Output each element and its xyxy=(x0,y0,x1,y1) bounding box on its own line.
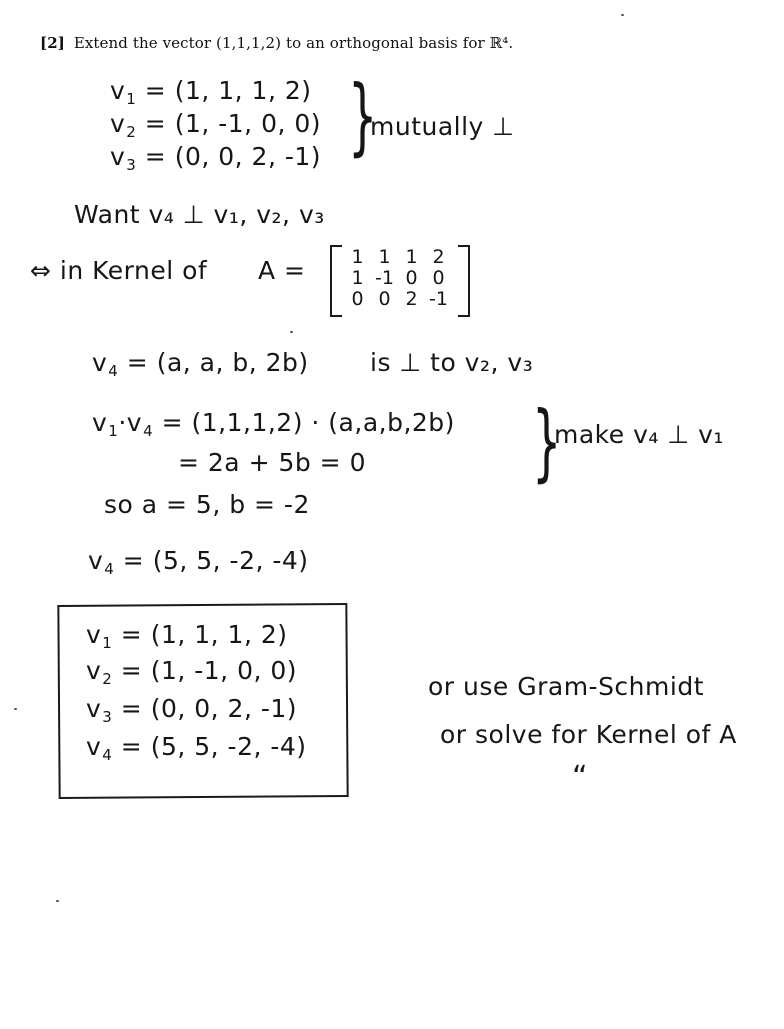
matrix-cell: 0 xyxy=(351,288,364,310)
brace-make: } xyxy=(532,393,562,491)
matrix-cell: 2 xyxy=(432,246,445,268)
problem-number: [2] xyxy=(40,34,65,52)
dot-result: = 2a + 5b = 0 xyxy=(178,448,366,477)
scan-speck xyxy=(14,708,17,710)
matrix-row xyxy=(344,268,452,289)
matrix-row xyxy=(344,247,452,268)
matrix-row xyxy=(344,289,452,310)
dot-line: $v_1\cdot v_4 = (1,1,1,2) \cdot (a,a,b,2b)$ xyxy=(92,408,455,440)
matrix-cell: 0 xyxy=(378,288,391,310)
answer-v1: $v_1 = (1$, 1, 1, 2) xyxy=(86,620,288,652)
matrix-right-bracket xyxy=(458,245,470,317)
matrix-cell: 1 xyxy=(378,246,391,268)
matrix-label: A = xyxy=(258,256,306,285)
mutually-note: mutually ⊥ xyxy=(370,112,515,141)
note-solve-kernel: or solve for Kernel of A xyxy=(440,720,737,749)
kernel-line: ⇔ in Kernel of xyxy=(30,256,208,285)
matrix-cell: -1 xyxy=(429,288,448,310)
scan-speck xyxy=(621,14,624,16)
matrix-left-bracket xyxy=(330,245,342,317)
matrix-entries xyxy=(344,247,452,310)
answer-v2: $v_2 = (1$, -1, 0, 0) xyxy=(86,656,298,688)
scan-speck xyxy=(290,331,293,333)
v4-form: $v_4 = (a$, a, b, 2b) xyxy=(92,348,309,380)
problem-statement xyxy=(40,34,513,52)
work-v2: $v_2 = (1$, -1, 0, 0) xyxy=(110,109,322,141)
perp-note: is ⊥ to v₂, v₃ xyxy=(370,348,534,377)
make-note: make v₄ ⊥ v₁ xyxy=(554,420,724,449)
note-gram-schmidt: or use Gram-Schmidt xyxy=(428,672,704,701)
v4-result: $v_4 = (5$, 5, -2, -4) xyxy=(88,546,309,578)
answer-v4: $v_4 = (5$, 5, -2, -4) xyxy=(86,732,307,764)
matrix-cell: 2 xyxy=(405,288,418,310)
ditto-mark: “ xyxy=(572,760,589,795)
matrix-cell: 0 xyxy=(432,267,445,289)
matrix-cell: 1 xyxy=(405,246,418,268)
brace-mutually: } xyxy=(348,67,378,165)
work-v1: $v_1 = (1$, 1, 1, 2) xyxy=(110,76,312,108)
want-line: Want v₄ ⊥ v₁, v₂, v₃ xyxy=(74,200,325,229)
matrix-cell: 1 xyxy=(351,267,364,289)
matrix-cell: 0 xyxy=(405,267,418,289)
matrix-A xyxy=(330,245,470,315)
matrix-cell: -1 xyxy=(375,267,394,289)
matrix-cell: 1 xyxy=(351,246,364,268)
work-v3: $v_3 = (0$, 0, 2, -1) xyxy=(110,142,322,174)
so-line: so a = 5, b = -2 xyxy=(104,490,310,519)
problem-text: Extend the vector (1,1,1,2) to an orthogonal basis for ℝ⁴. xyxy=(73,34,514,52)
answer-v3: $v_3 = (0$, 0, 2, -1) xyxy=(86,694,298,726)
scan-speck xyxy=(56,900,59,902)
